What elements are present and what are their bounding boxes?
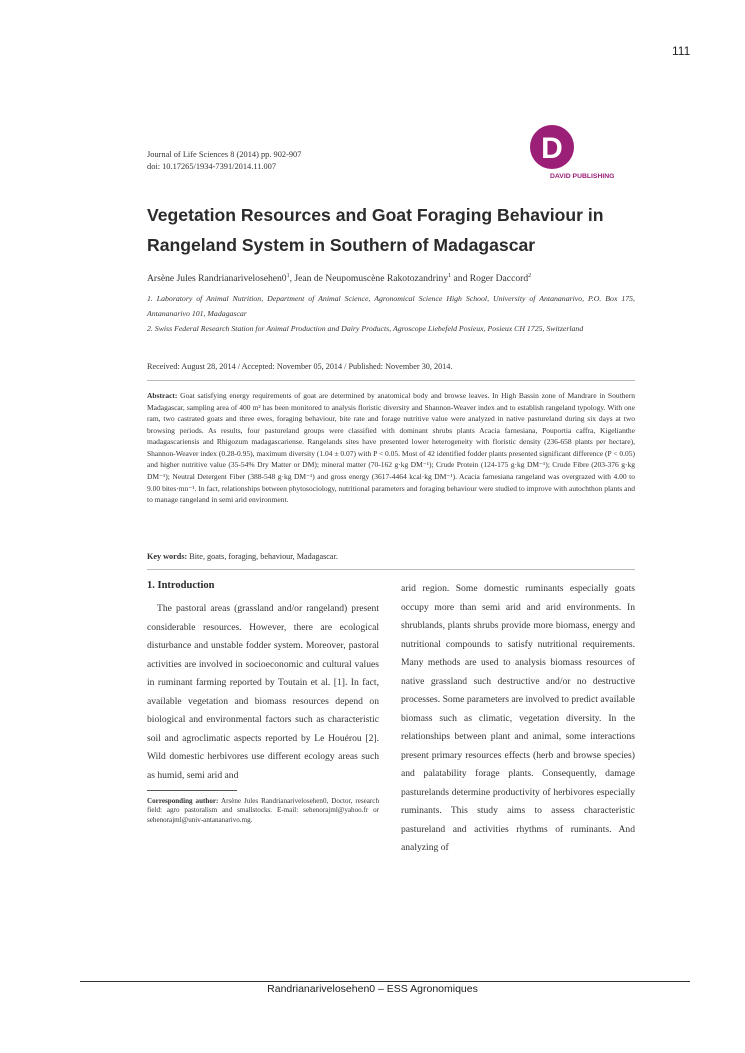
intro-text-right: arid region. Some domestic ruminants especially goats occupy more than semi arid and arid environments. In shrublands, plants shrubs provide more biomass, energy and nutritional compounds to satisfy nutritional requirements. Many methods are used to analysis biomass resources of native grassland such destructive and/or no destructive processes. Some parameters are involved to predict available biomass such as climatic, vegetation diversity. In the relationships between plant and animal, some interactions present primary resources effects (herb and browse species) and palatability forage plants. Consequently, damage pasturelands determine productivity of herbivores especially ruminants. This study aims to assess characteristic pastureland and activities rhythms of ruminants. And analyzing of [401,583,635,853]
journal-citation-line: Journal of Life Sciences 8 (2014) pp. 902-907 [147,150,302,159]
footnote-rule [147,790,237,791]
intro-text-left: The pastoral areas (grassland and/or rangeland) present considerable resources. However, there are ecological disturbance and unstable fodder system. Moreover, pastoral activities are involved in socioeconomic and cultural values in ruminant farming reported by Toutain et al. [1]. In fact, available vegetation and biomass resources depend on biological and environmental factors such as characteristic soil and agroclimatic aspects reported by Le Houérou [2]. Wild domestic herbivores use different ecology areas such as humid, semi arid and [147,603,379,781]
abstract-text: Goat satisfying energy requirements of goat are determined by anatomical body and browse leaves. In High Bassin zone of Mandrare in Southern Madagascar, sampling area of 400 m² has been monitored to analysis floristic diversity and Shannon-Weaver index and to establish rangeland typology. With one ram, two castrated goats and three ewes, foraging behaviour, bite rate and forage nutritive value were analyzed in native pastureland during six days at two browsing periods. As results, four pastureland groups were classified with dominant shrubs plants Acacia farnesiana, Pouportia caffra, Kigelianthe madagascariensis and Rhigozum madagascariense. Rangelands sites have presented lower heterogeneity with floristic density (236-658 plants per hectare), Shannon-Weaver index (0.28-0.95), maximum diversity (1.04 ± 0.07) with P < 0.05. Most of 42 identified fodder plants presented significant difference (P < 0.05) and higher nutritive value (35-54% Dry Matter or DM); mineral matter (70-162 g·kg DM⁻¹); Crude Protein (124-175 g·kg DM⁻¹); Crude Fibre (203-376 g·kg DM⁻¹); Neutral Detergent Fiber (388-548 g·kg DM⁻¹) and gross energy (3617-4464 kcal·kg DM⁻¹). Acacia farnesiana rangeland was overgrazed with 4.00 to 9.00 bites·mn⁻¹. In fact, relationships between phytosociology, nutritional parameters and foraging behaviour were studied to improve with autochthon plants and to manage rangeland in semi arid environment. [147,391,635,505]
affiliation-1: 1. Laboratory of Animal Nutrition, Department of Animal Science, Agronomical Science High School, University of Antananarivo, P.O. Box 175, Antananarivo 101, Madagascar [147,294,635,319]
affiliation-2: 2. Swiss Federal Research Station for Animal Production and Dairy Products, Agroscope Liebefeld Posieux, Posieux CH 1725, Switzerland [147,324,584,333]
page-footer: Randrianarivelosehen0 – ESS Agronomiques [267,983,478,995]
footer-rule [80,981,690,982]
section-heading: 1. Introduction [147,580,215,591]
author-list [147,273,531,284]
author-separator: and [451,273,470,285]
david-publishing-logo [530,125,636,183]
paper-title: Vegetation Resources and Goat Foraging Behaviour in Rangeland System in Southern of Madagascar [147,205,604,255]
divider [147,380,635,381]
footnote-text: Arsène Jules Randrianarivelosehen0, Doctor, research field: agro pastoralism and smallstocks. E-mail: sehenorajml@yahoo.fr or sehenorajml@univ-antananarivo.mg. [147,797,379,824]
logo-letter: D [541,132,563,165]
author-2: Jean de Neupomuscène Rakotozandriny [294,273,449,285]
corresponding-author-footnote [147,797,379,825]
footnote-label: Corresponding author: [147,797,219,805]
abstract [147,390,635,506]
author-1-affiliation: 1 [286,273,290,279]
page-number: 111 [672,44,691,58]
divider [147,569,635,570]
author-1: Arsène Jules Randrianarivelosehen0 [147,273,287,285]
journal-citation [147,149,301,173]
author-separator: , [289,273,295,285]
abstract-label: Abstract: [147,391,178,400]
keywords-text: Bite, goats, foraging, behaviour, Madagascar. [187,552,338,561]
received-dates: Received: August 28, 2014 / Accepted: November 05, 2014 / Published: November 30, 2014. [147,362,453,371]
author-3: Roger Daccord [469,273,529,285]
journal-doi: doi: 10.17265/1934-7391/2014.11.007 [147,162,277,171]
author-3-affiliation: 2 [528,273,532,279]
keywords-label: Key words: [147,552,188,561]
author-2-affiliation: 1 [448,273,452,279]
logo-text: DAVID PUBLISHING [550,173,615,180]
keywords [147,552,338,561]
